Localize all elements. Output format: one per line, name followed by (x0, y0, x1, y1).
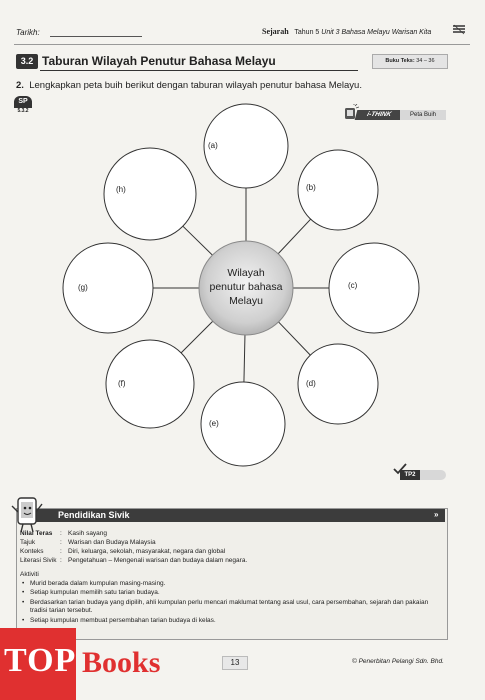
civic-row-value: Warisan dan Budaya Malaysia (68, 539, 156, 546)
double-arrow-icon: » (434, 510, 439, 519)
civic-row-label: Literasi Sivik (20, 557, 57, 564)
civic-row-label: Tajuk (20, 539, 36, 546)
sp-code: 5.3.2 (17, 108, 29, 114)
connector-line (244, 335, 245, 382)
question-number: 2. (16, 80, 24, 91)
civic-row-label: Konteks (20, 548, 44, 555)
connector-line (181, 321, 213, 353)
civic-row-value: Kasih sayang (68, 530, 108, 537)
textbook-label: Buku Teks: (385, 58, 415, 64)
map-type-label: Peta Buih (400, 110, 446, 120)
connector-line (183, 226, 213, 255)
civic-title: Pendidikan Sivik (36, 509, 445, 522)
civic-row-value: Diri, keluarga, sekolah, masyarakat, negara dan global (68, 548, 226, 555)
date-label: Tarikh: (16, 28, 40, 37)
answer-bubble-7[interactable] (104, 148, 196, 240)
center-line-1: Wilayah (227, 267, 265, 279)
tp-level-label: TP2 (400, 470, 420, 480)
center-line-3: Melayu (229, 295, 263, 307)
bubble-label: (a) (208, 141, 218, 150)
bubble-label: (g) (78, 283, 88, 292)
connector-line (279, 322, 311, 355)
unit-label: Unit 3 Bahasa Melayu Warisan Kita (321, 29, 432, 36)
year-label: Tahun 5 (294, 29, 320, 36)
publisher-credit: © Penerbitan Pelangi Sdn. Bhd. (352, 658, 444, 665)
activity-title: Aktiviti (20, 571, 39, 578)
sp-badge: SP (14, 96, 32, 108)
answer-bubble-6[interactable] (63, 243, 153, 333)
subject-label: Sejarah (262, 27, 289, 36)
bubble-label: (f) (118, 379, 126, 388)
page-number: 13 (222, 656, 248, 670)
tablet-mascot-icon (10, 494, 46, 534)
civic-row-value: Pengetahuan – Mengenali warisan dan budaya dalam negara. (68, 557, 248, 564)
bubble-label: (b) (306, 183, 316, 192)
connector-line (278, 219, 310, 254)
bubble-label: (c) (348, 281, 358, 290)
activity-item: • Murid berada dalam kumpulan masing-masing. (20, 580, 442, 588)
logo-text-top: TOP (4, 642, 77, 679)
center-line-2: penutur bahasa (209, 281, 283, 293)
activity-item: • Setiap kumpulan memilih satu tarian budaya. (20, 589, 442, 597)
section-title: Taburan Wilayah Penutur Bahasa Melayu (42, 54, 276, 68)
ithink-label: i-THINK (355, 110, 404, 120)
answer-bubble-2[interactable] (329, 243, 419, 333)
bubble-label: (e) (209, 419, 219, 428)
section-number: 3.2 (16, 54, 38, 69)
activity-item: • Berdasarkan tarian budaya yang dipilih, ahli kumpulan perlu mencari maklumat tentang asal usul, cara persembahan, sejarah dan pakaian tradisi tarian tersebut. (20, 599, 442, 616)
civic-row-label: Nilai Teras (20, 530, 53, 537)
tp-level-tail (420, 470, 446, 480)
question-text: Lengkapkan peta buih berikut dengan taburan wilayah penutur bahasa Melayu. (29, 80, 362, 91)
textbook-pages: 34 – 36 (416, 58, 435, 64)
activity-list (20, 580, 442, 626)
bubble-label: (d) (306, 379, 316, 388)
activity-item: • Setiap kumpulan membuat persembahan tarian budaya di kelas. (20, 617, 442, 625)
bubble-label: (h) (116, 185, 126, 194)
logo-text-books: Books (82, 646, 161, 679)
